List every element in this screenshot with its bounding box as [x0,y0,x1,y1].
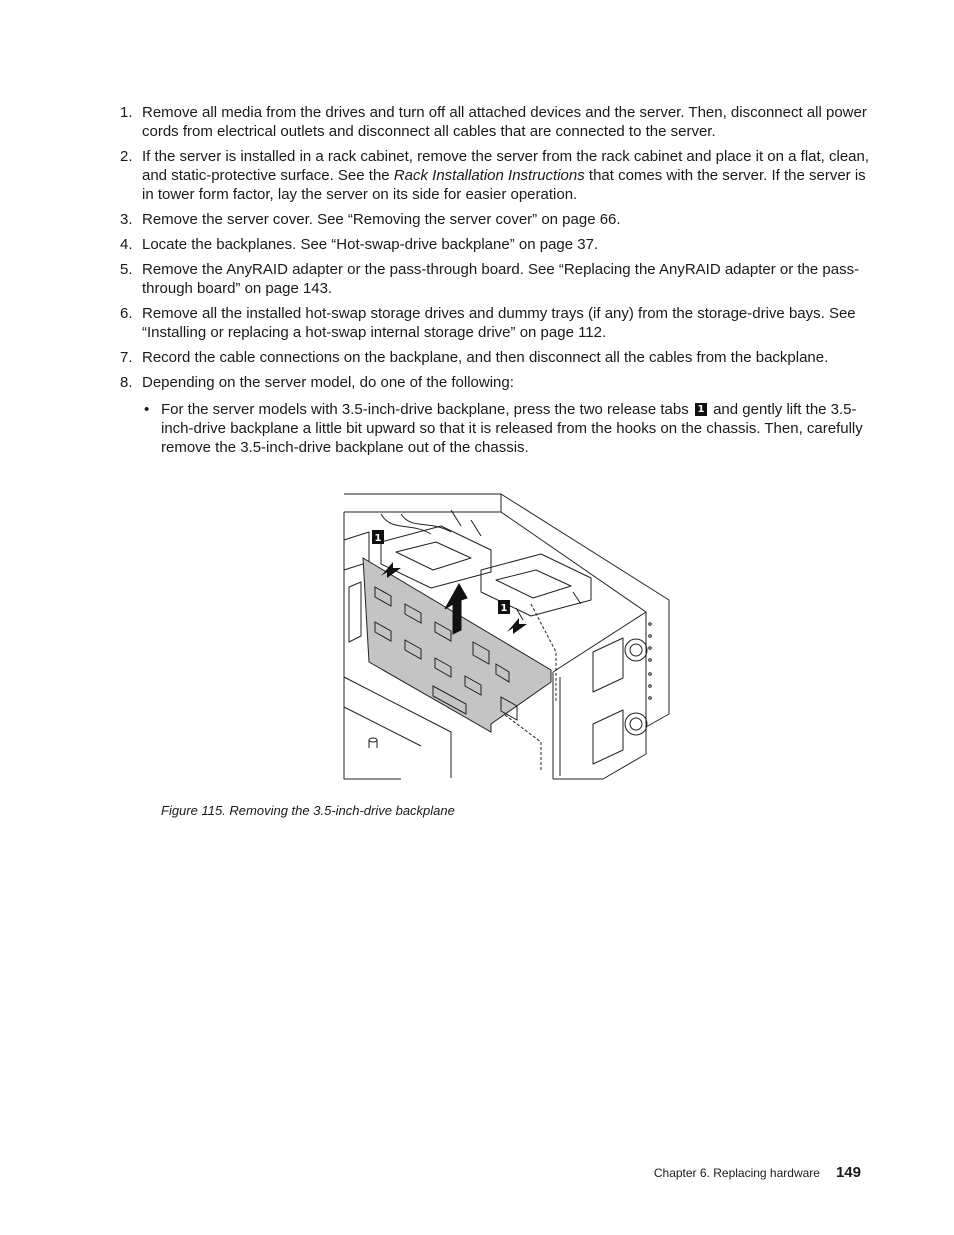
sub-step-text-end: and gently lift the 3.5-inch-drive backplane a little bit upward so that it is released from the hooks on the chassis. Then, carefully remove the 3.5-inch-drive backplane out of the chassis. [161,401,863,456]
doc-title-reference: Rack Installation Instructions [393,167,585,184]
step-2 [118,147,870,204]
page-footer [654,1162,861,1184]
step-8 [118,373,870,457]
step-1 [118,103,870,141]
step-number: 3. [120,211,133,228]
step-number: 5. [120,261,133,278]
step-number: 1. [120,104,133,121]
page-number: 149 [835,1164,861,1181]
step-text: Remove all media from the drives and turn off all attached devices and the server. Then, disconnect all power cords from electrical outlets and disconnect all cables that are connected to the server. [142,104,867,140]
bullet: • [144,401,150,418]
step-number: 2. [120,148,133,165]
sub-step-text-start: For the server models with 3.5-inch-drive backplane, press the two release tabs [161,401,693,418]
step-5 [118,260,870,298]
figure-callout-2: 1 [500,603,508,614]
figure-caption: Figure 115. Removing the 3.5-inch-drive backplane [161,803,455,818]
procedure-steps [118,103,870,463]
step-text: Record the cable connections on the backplane, and then disconnect all the cables from the backplane. [142,349,829,366]
step-text: Remove all the installed hot-swap storage drives and dummy trays (if any) from the storage-drive bays. See “Installing or replacing a hot-swap internal storage drive” on page 112. [142,305,856,341]
step-7 [118,348,870,367]
step-text: Depending on the server model, do one of the following: [142,374,514,391]
chapter-title: Chapter 6. Replacing hardware [653,1166,820,1180]
backplane-illustration [341,492,671,784]
step-text: Locate the backplanes. See “Hot-swap-drive backplane” on page 37. [142,236,599,253]
step-number: 7. [120,349,133,366]
sub-steps [142,400,870,457]
step-text-start: If the server is installed in a rack cabinet, remove the server from the rack cabinet and place it on a flat, clean, and static-protective surface. See the [142,148,870,184]
step-number: 6. [120,305,133,322]
step-6 [118,304,870,342]
step-3 [118,210,870,229]
step-text-end: that comes with the server. If the server is in tower form factor, lay the server on its side for easier operation. [142,167,866,203]
step-number: 8. [120,374,133,391]
step-4 [118,235,870,254]
sub-step [142,400,870,457]
step-number: 4. [120,236,133,253]
callout-badge: 1 [695,403,707,416]
step-text: Remove the server cover. See “Removing the server cover” on page 66. [142,211,621,228]
figure-callout-1: 1 [374,533,382,544]
step-text: Remove the AnyRAID adapter or the pass-through board. See “Replacing the AnyRAID adapter or the pass-through board” on page 143. [142,261,860,297]
